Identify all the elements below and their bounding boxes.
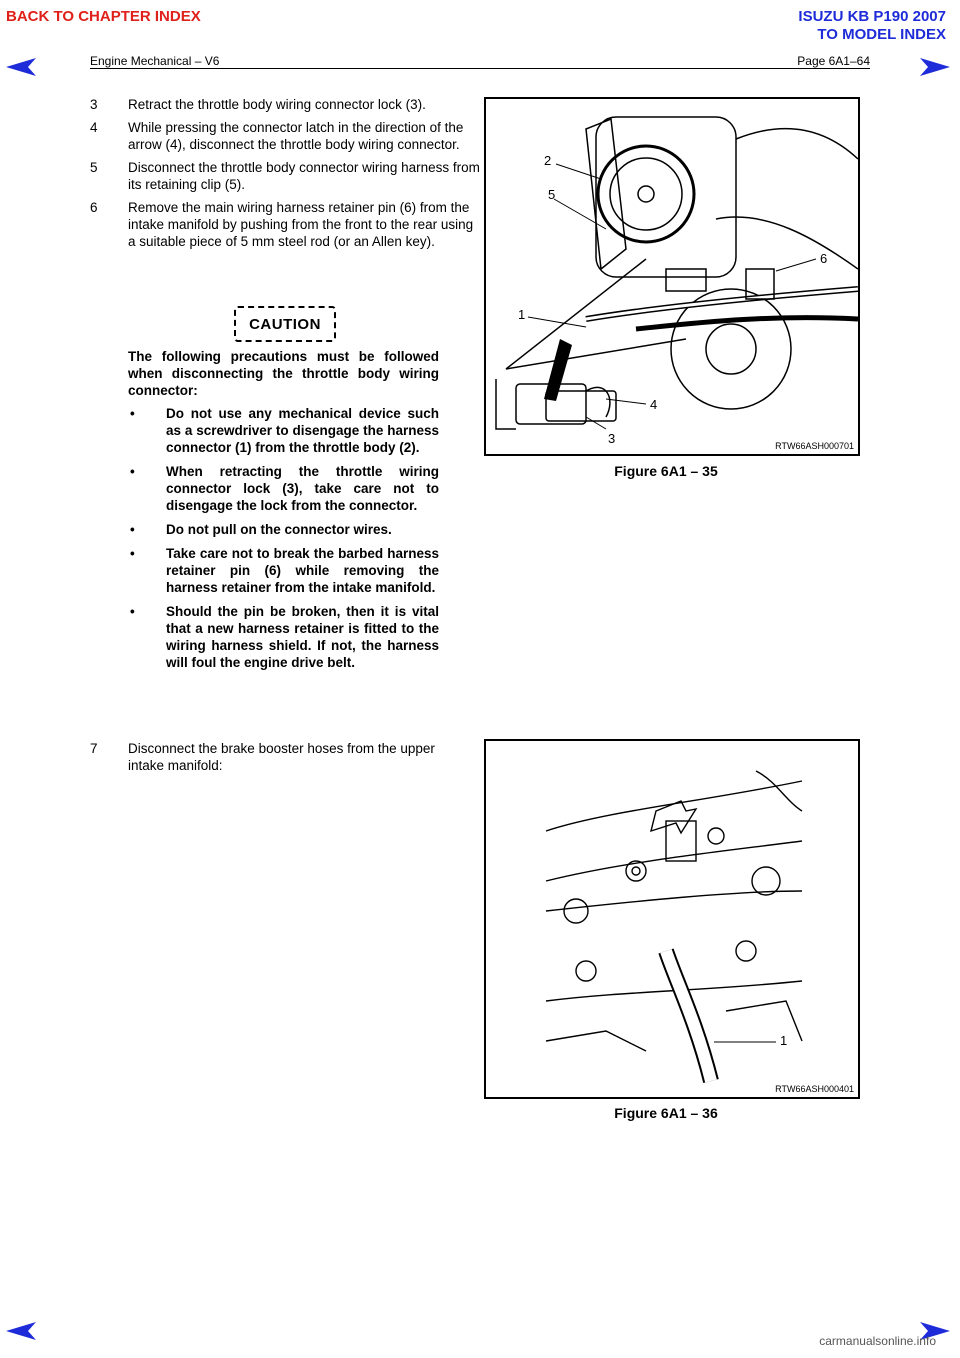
prev-page-arrow-bottom-icon[interactable] (6, 1322, 36, 1340)
model-title: ISUZU KB P190 2007 (798, 8, 946, 25)
back-to-chapter-index-link[interactable]: BACK TO CHAPTER INDEX (6, 8, 201, 25)
figure-callout-2: 2 (544, 153, 552, 168)
figure-code: RTW66ASH000401 (775, 1084, 854, 1094)
step-item: 4 While pressing the connector latch in the direction of the arrow (4), disconnect the throttle body wiring connector. (90, 120, 464, 152)
prev-page-arrow-icon[interactable] (6, 58, 36, 76)
caution-badge: CAUTION (234, 306, 336, 342)
list-item: • When retracting the throttle wiring connector lock (3), take care not to disengage the lock from the connector. (130, 464, 439, 513)
bullet-icon: • (130, 604, 135, 619)
section-title: Engine Mechanical – V6 (90, 54, 220, 68)
footer-watermark: carmanualsonline.info (819, 1334, 936, 1348)
throttle-body-illustration-icon (486, 99, 858, 454)
list-item: • Do not use any mechanical device such as a screwdriver to disengage the harness connector (1) from the throttle body (2). (130, 406, 439, 455)
bullet-icon: • (130, 546, 135, 561)
figure-callout-6: 6 (820, 251, 828, 266)
bullet-icon: • (130, 522, 135, 537)
step-item: 6 Remove the main wiring harness retainer pin (6) from the intake manifold by pushing from the front to the rear using a suitable piece of 5 mm steel rod (or an Allen key). (90, 200, 474, 249)
model-index-link[interactable] (798, 8, 946, 44)
figure-callout-1: 1 (518, 307, 526, 322)
step-item: 7 Disconnect the brake booster hoses from the upper intake manifold: (90, 741, 435, 773)
figure-caption: Figure 6A1 – 36 (614, 1105, 718, 1121)
figure-code: RTW66ASH000701 (775, 441, 854, 451)
figure-callout-3: 3 (608, 431, 616, 446)
figure-callout-4: 4 (650, 397, 658, 412)
model-index-label: TO MODEL INDEX (817, 26, 946, 43)
caution-bullets (128, 405, 439, 671)
next-page-arrow-icon[interactable] (920, 58, 950, 76)
figure-callout-5: 5 (548, 187, 556, 202)
figure-callout-1: 1 (780, 1033, 788, 1048)
step-item: 3 Retract the throttle body wiring connector lock (3). (90, 97, 426, 112)
page-number: Page 6A1–64 (797, 54, 870, 68)
list-item: • Do not pull on the connector wires. (130, 522, 392, 537)
caution-text (128, 348, 439, 678)
header-divider (90, 68, 870, 69)
list-item: • Should the pin be broken, then it is vital that a new harness retainer is fitted to the wiring harness shield. If not, the harness will foul the engine drive belt. (130, 604, 439, 670)
bullet-icon: • (130, 406, 135, 421)
bullet-icon: • (130, 464, 135, 479)
brake-booster-illustration-icon (486, 741, 858, 1097)
figure-throttle-body (484, 97, 860, 456)
figure-brake-booster-hose (484, 739, 860, 1099)
caution-intro: The following precautions must be followed when disconnecting the throttle body wiring connector: (128, 349, 439, 398)
steps-list (90, 96, 480, 256)
figure-caption: Figure 6A1 – 35 (614, 463, 718, 479)
step-item: 5 Disconnect the throttle body connector wiring harness from its retaining clip (5). (90, 160, 480, 192)
list-item: • Take care not to break the barbed harness retainer pin (6) while removing the harness retainer from the intake manifold. (130, 546, 439, 595)
step-7 (90, 740, 480, 780)
